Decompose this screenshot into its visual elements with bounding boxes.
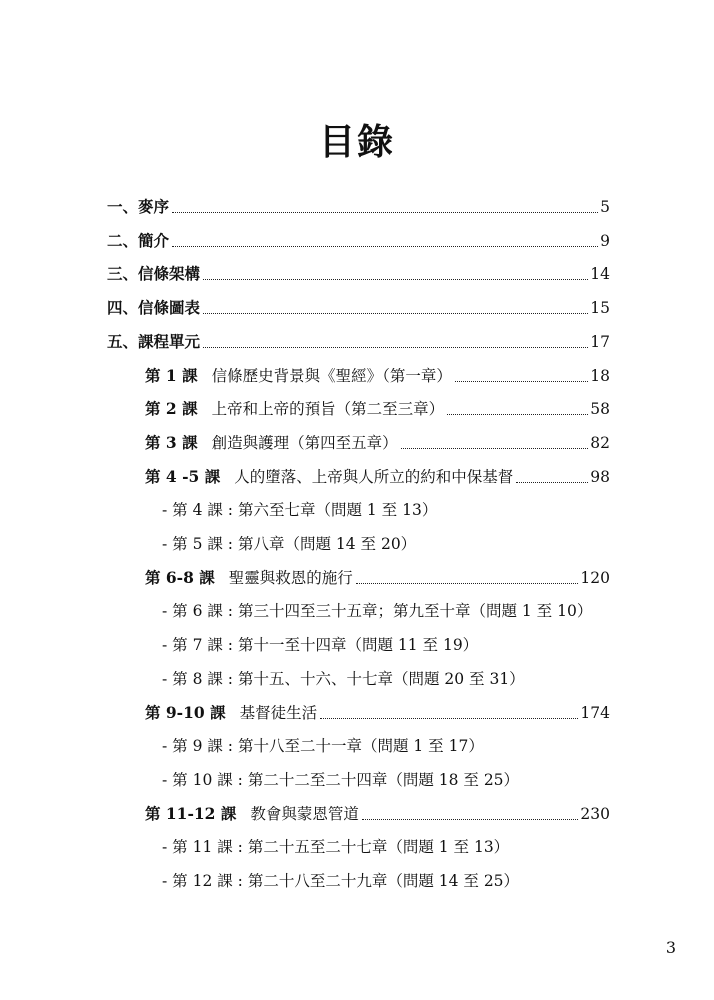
lesson-number: 第 1 課 — [145, 365, 198, 385]
lesson-number: 第 3 課 — [145, 432, 198, 452]
toc-page-number: 230 — [580, 804, 610, 823]
dot-leader — [172, 246, 598, 247]
dot-leader — [172, 212, 598, 213]
toc-entry-label: - 第 11 課 : 第二十五至二十七章（問題 1 至 13） — [162, 838, 510, 857]
toc-entry[interactable] — [162, 630, 610, 656]
toc-page-number: 82 — [590, 433, 610, 452]
dot-leader — [401, 448, 589, 449]
toc-page-number: 18 — [590, 366, 610, 385]
lesson-title: 上帝和上帝的預旨（第二至三章） — [211, 400, 445, 419]
lesson-number: 第 2 課 — [145, 399, 198, 419]
lesson-title: 聖靈與救恩的施行 — [228, 568, 353, 587]
toc-entry-label — [145, 803, 359, 825]
toc-entry-label: 三、信條架構 — [107, 264, 201, 284]
toc-entry[interactable] — [145, 563, 610, 589]
dot-leader — [203, 313, 588, 314]
toc-entry-label: - 第 12 課 : 第二十八至二十九章（問題 14 至 25） — [162, 872, 520, 890]
lesson-number: 第 9-10 課 — [145, 702, 226, 722]
toc-page-number: 120 — [580, 568, 610, 587]
dot-leader — [362, 819, 579, 820]
toc-page-number: 174 — [580, 703, 610, 722]
dot-leader — [203, 279, 588, 280]
dot-leader — [203, 347, 588, 348]
toc-entry-label: - 第 10 課 : 第二十二至二十四章（問題 18 至 25） — [162, 770, 520, 789]
dot-leader — [516, 482, 588, 483]
toc-entry-label: - 第 7 課 : 第十一至十四章（問題 11 至 19） — [162, 636, 479, 655]
toc-entry-label: - 第 5 課 : 第八章（問題 14 至 20） — [162, 535, 417, 553]
toc-page-number: 15 — [590, 299, 610, 318]
page-number: 3 — [665, 938, 676, 957]
lesson-number: 第 6-8 課 — [145, 567, 215, 587]
toc-entry[interactable] — [162, 765, 610, 791]
toc-entry[interactable] — [162, 596, 610, 622]
toc-entry-label — [145, 567, 353, 589]
toc-entry[interactable] — [145, 799, 610, 825]
toc-entry-label: - 第 9 課 : 第十八至二十一章（問題 1 至 17） — [162, 737, 484, 756]
toc-entry[interactable] — [162, 866, 610, 892]
toc-page-number: 17 — [590, 332, 610, 351]
toc-entry-label — [145, 365, 452, 387]
toc-entry-label: - 第 6 課 : 第三十四至三十五章；第九至十章（問題 1 至 10） — [162, 602, 593, 621]
toc-entry[interactable] — [162, 495, 610, 521]
toc-page-number: 14 — [590, 265, 610, 284]
toc-entry-label: 四、信條圖表 — [107, 298, 201, 318]
lesson-number: 第 11-12 課 — [145, 803, 237, 823]
toc-entry-label — [145, 398, 444, 420]
toc-entry-label — [145, 432, 398, 454]
toc-entry[interactable] — [162, 664, 610, 690]
dot-leader — [447, 414, 588, 415]
toc-page-number: 5 — [600, 198, 610, 216]
toc-entry[interactable] — [162, 529, 610, 555]
toc-page-number: 9 — [600, 231, 610, 250]
toc-entry[interactable] — [162, 731, 610, 757]
page-title: 目錄 — [318, 121, 395, 163]
lesson-title: 信條歷史背景與《聖經》（第一章） — [211, 366, 452, 385]
toc-entry[interactable] — [145, 698, 610, 724]
toc-page-number: 98 — [590, 467, 610, 486]
lesson-title: 教會與蒙恩管道 — [250, 804, 359, 823]
toc-entry[interactable] — [107, 293, 610, 319]
toc-entry[interactable] — [145, 428, 610, 454]
toc-entry-label — [145, 702, 317, 724]
dot-leader — [320, 718, 578, 719]
toc-entry-label: - 第 8 課 : 第十五、十六、十七章（問題 20 至 31） — [162, 669, 525, 688]
toc-entry-label: 五、課程單元 — [107, 331, 201, 351]
toc-entry[interactable] — [107, 226, 610, 252]
toc-entry[interactable] — [107, 259, 610, 285]
toc-entry[interactable] — [107, 192, 610, 218]
toc-entry-label — [145, 466, 513, 488]
dot-leader — [455, 381, 588, 382]
toc-entry[interactable] — [107, 327, 610, 353]
lesson-number: 第 4 -5 課 — [145, 466, 221, 486]
lesson-title: 基督徒生活 — [239, 703, 318, 722]
lesson-title: 創造與護理（第四至五章） — [211, 433, 398, 452]
toc-entry[interactable] — [162, 832, 610, 858]
toc-page-number: 58 — [590, 400, 610, 419]
toc-entry[interactable] — [145, 462, 610, 488]
toc-entry-label: 一、麥序 — [107, 197, 170, 216]
toc-entry-label: 二、簡介 — [107, 230, 170, 250]
dot-leader — [356, 583, 579, 584]
toc-entry[interactable] — [145, 361, 610, 387]
lesson-title: 人的墮落、上帝與人所立的約和中保基督 — [234, 467, 514, 486]
toc-entry[interactable] — [145, 394, 610, 420]
toc-entry-label: - 第 4 課 : 第六至七章（問題 1 至 13） — [162, 501, 438, 520]
